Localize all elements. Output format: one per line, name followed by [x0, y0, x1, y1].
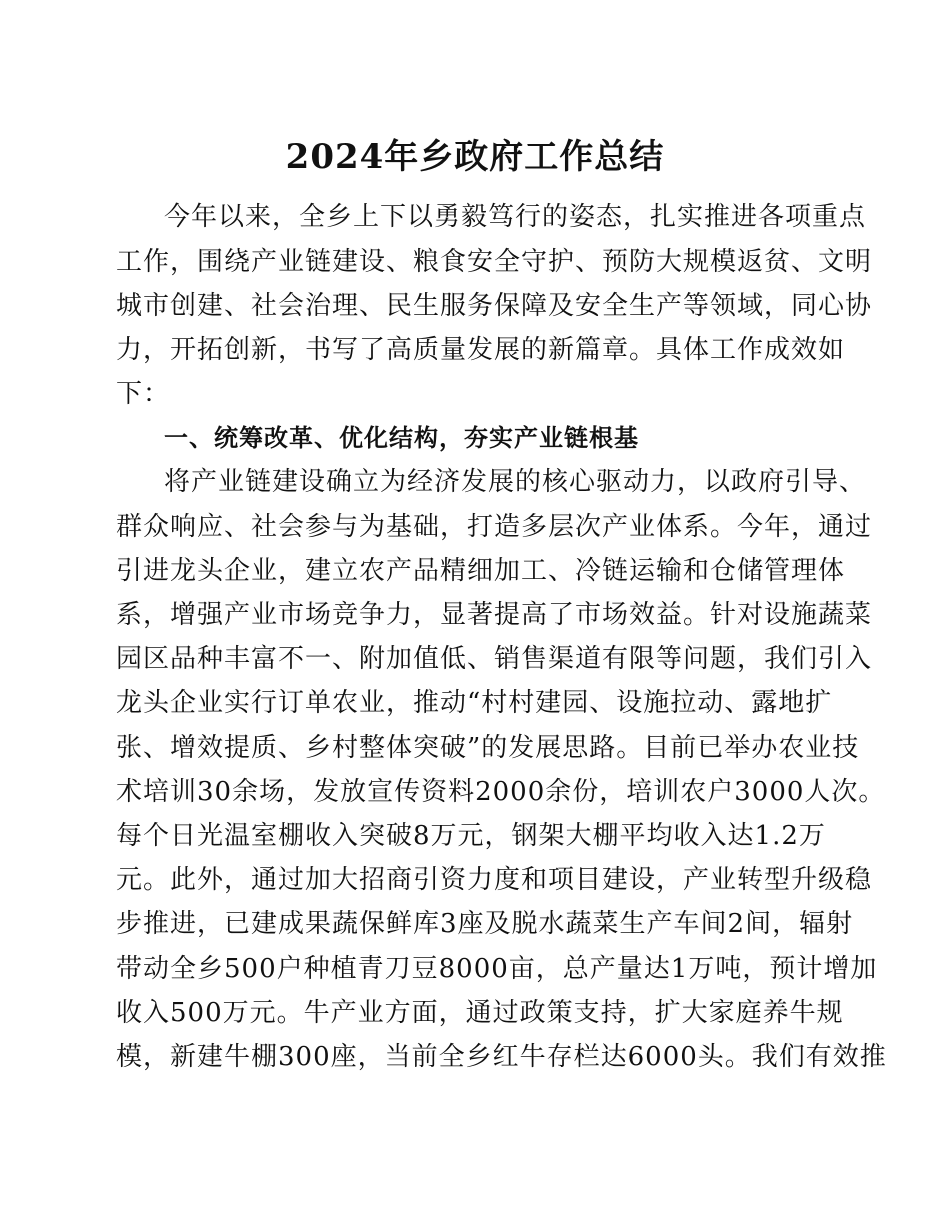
body-line: 群众响应、社会参与为基础，打造多层次产业体系。今年，通过 — [116, 512, 873, 542]
intro-line: 城市创建、社会治理、民生服务保障及安全生产等领域，同心协 — [116, 291, 873, 321]
body-line: 收入500万元。牛产业方面，通过政策支持，扩大家庭养牛规 — [116, 998, 844, 1028]
body-line: 术培训30余场，发放宣传资料2000余份，培训农户3000人次。 — [116, 777, 886, 807]
body-line: 系，增强产业市场竞争力，显著提高了市场效益。针对设施蔬菜 — [116, 600, 873, 630]
body-line: 将产业链建设确立为经济发展的核心驱动力，以政府引导、 — [164, 467, 867, 497]
intro-line: 力，开拓创新，书写了高质量发展的新篇章。具体工作成效如 — [116, 335, 846, 365]
intro-line: 今年以来，全乡上下以勇毅笃行的姿态，扎实推进各项重点 — [164, 202, 867, 232]
body-line: 引进龙头企业，建立农产品精细加工、冷链运输和仓储管理体 — [116, 556, 846, 586]
intro-line: 下： — [116, 379, 171, 409]
intro-line: 工作，围绕产业链建设、粮食安全守护、预防大规模返贫、文明 — [116, 247, 873, 277]
body-line: 龙头企业实行订单农业，推动“村村建园、设施拉动、露地扩 — [116, 688, 833, 718]
body-line: 带动全乡500户种植青刀豆8000亩，总产量达1万吨，预计增加 — [116, 954, 878, 984]
body-line: 元。此外，通过加大招商引资力度和项目建设，产业转型升级稳 — [116, 865, 873, 895]
body-line: 每个日光温室棚收入突破8万元，钢架大棚平均收入达1.2万 — [116, 821, 826, 851]
body-line: 张、增效提质、乡村整体突破”的发展思路。目前已举办农业技 — [116, 733, 860, 763]
body-line: 步推进，已建成果蔬保鲜库3座及脱水蔬菜生产车间2间，辐射 — [116, 909, 854, 939]
body-line: 园区品种丰富不一、附加值低、销售渠道有限等问题，我们引入 — [116, 644, 873, 674]
document-title: 2024年乡政府工作总结 — [285, 137, 665, 177]
body-line: 模，新建牛棚300座，当前全乡红牛存栏达6000头。我们有效推 — [116, 1042, 887, 1072]
section-heading: 一、统筹改革、优化结构，夯实产业链根基 — [164, 424, 639, 452]
